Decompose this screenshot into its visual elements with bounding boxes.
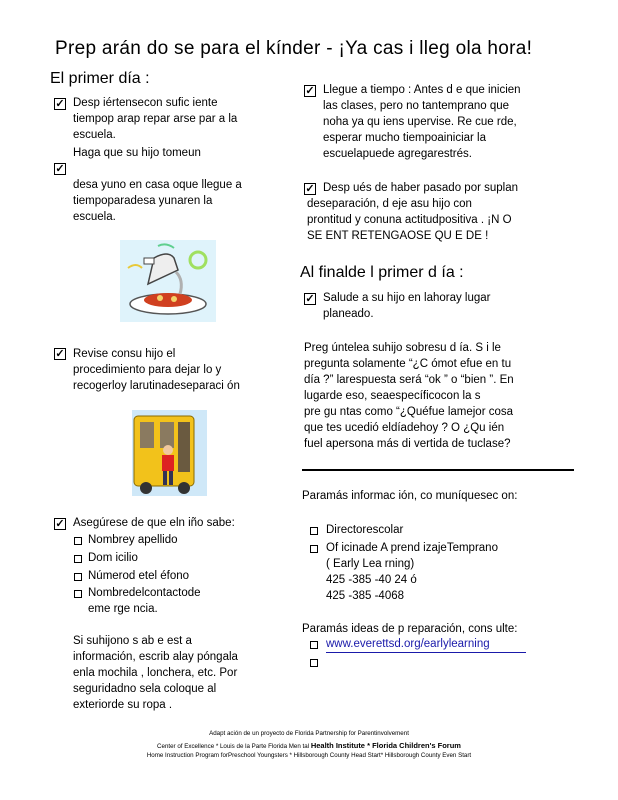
left-item-4: Asegúrese de que eln iño sabe: <box>73 517 235 529</box>
checkbox-icon: ✓ <box>55 98 65 110</box>
right-item-3: Salude a su hijo en lahoray lugar planeado. <box>323 292 491 320</box>
subitem: Nombredelcontactode <box>88 587 201 599</box>
contact-item: Of icinade A prend izajeTemprano <box>326 542 498 554</box>
checkbox-icon: ✓ <box>305 293 315 305</box>
breakfast-clipart <box>118 238 218 324</box>
bullet-square-icon <box>310 527 318 535</box>
footer-line-2: Center of Excellence * Louis de la Parte Florida Men tal Health Institute * Florida Children's Forum <box>157 741 461 750</box>
footer-line-1: Adapt ación de un proyecto de Florida Partnership for Parentinvolvement <box>209 730 409 737</box>
right-paragraph: Preg úntelea suhijo sobresu d ía. S i le pregunta solamente “¿C ómot efue en tu día ?” larespuesta será “ok ” o “bien ”. En lugarde eso, seaespecíficocon la s pre gu ntas como “¿Quéfue lamejor cosa que tes ucedió eldíadehoy ? O ¿Qu ién fuel apersona más di vertida de tuclase? <box>304 342 514 450</box>
checkbox-icon: ✓ <box>55 163 65 175</box>
ideas-heading: Paramás ideas de p reparación, cons ulte: <box>302 623 518 635</box>
contact-details: ( Early Lea rning) 425 -385 -40 24 ó 425 -385 -4068 <box>326 558 417 602</box>
info-heading: Paramás informac ión, co muníquesec on: <box>302 490 518 502</box>
checkbox-icon: ✓ <box>55 348 65 360</box>
left-item-1: Desp iértensecon sufic iente tiempop arap repar arse par a la escuela. <box>73 97 238 141</box>
school-bus-clipart <box>132 410 207 496</box>
left-item-2-head: Haga que su hijo tomeun <box>73 147 201 159</box>
bullet-square-icon <box>310 641 318 649</box>
checkbox-icon: ✓ <box>305 85 315 97</box>
subitem: Dom icilio <box>88 552 138 564</box>
subitem: Númerod etel éfono <box>88 570 190 582</box>
right-heading: Al finalde l primer d ía : <box>300 264 464 281</box>
bullet-square-icon <box>310 659 318 667</box>
bullet-square-icon <box>74 537 82 545</box>
left-heading: El primer día : <box>50 70 150 87</box>
page-title: Prep arán do se para el kínder - ¡Ya cas i lleg ola hora! <box>55 38 533 59</box>
checkbox-icon: ✓ <box>305 183 315 195</box>
bullet-square-icon <box>310 545 318 553</box>
left-item-2: desa yuno en casa oque llegue a tiempoparadesa yunaren la escuela. <box>73 179 242 223</box>
contact-item: Directorescolar <box>326 524 404 536</box>
checkbox-icon: ✓ <box>55 518 65 530</box>
left-paragraph: Si suhijono s ab e est a información, escrib alay póngala enla mochila , lonchera, etc. Por seguridadno sela coloque al exteriorde su ropa . <box>73 635 238 711</box>
footer-line-3: Home Instruction Program forPreschool Youngsters * Hillsborough County Head Start* Hillsborough County Even Start <box>146 752 472 759</box>
subitem-continuation: eme rge ncia. <box>88 603 158 615</box>
bullet-square-icon <box>74 590 82 598</box>
bullet-square-icon <box>74 573 82 581</box>
right-item-1: Llegue a tiempo : Antes d e que inicien las clases, pero no tantemprano que noha ya qu iens upervise. Re cue rde, esperar mucho tiempoainiciar la escuelapuede agregarestrés. <box>323 84 521 160</box>
early-learning-link[interactable]: www.everettsd.org/earlylearning <box>326 636 526 653</box>
right-item-2: Desp ués de haber pasado por suplan deseparación, d eje asu hijo con prontitud y conuna actitudpositiva . ¡N O SE ENT RETENGAOSE QU E DE ! <box>307 182 519 242</box>
left-item-3: Revise consu hijo el procedimiento para dejar lo y recogerloy larutinadeseparaci ón <box>73 348 240 392</box>
subitem: Nombrey apellido <box>88 534 178 546</box>
bullet-square-icon <box>74 555 82 563</box>
divider <box>302 469 574 471</box>
